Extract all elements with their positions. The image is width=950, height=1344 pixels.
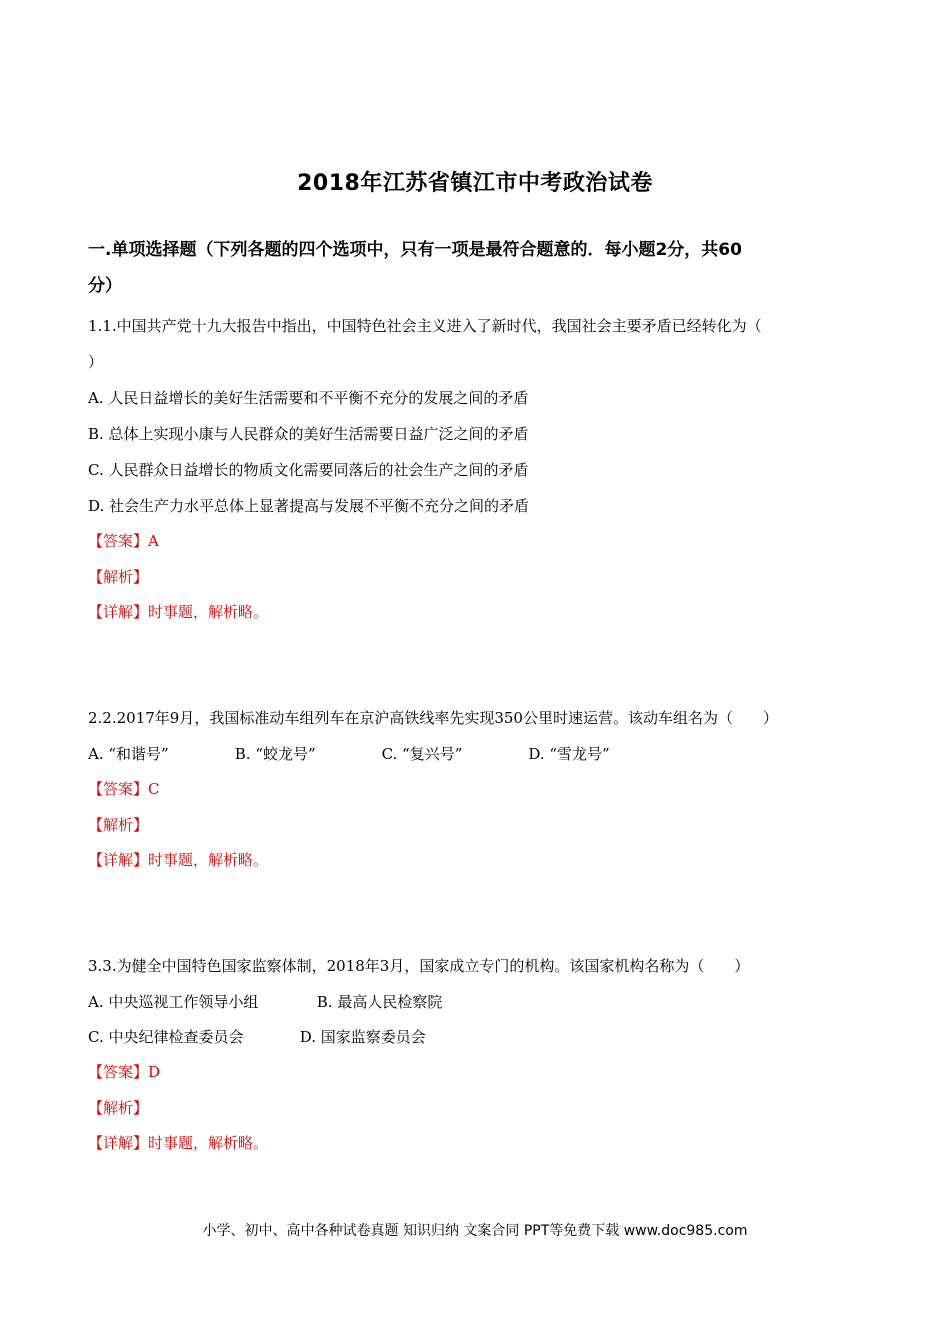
q1-analysis: 【解析】 — [88, 568, 149, 586]
q1-stem-line1: 1.1.中国共产党十九大报告中指出，中国特色社会主义进入了新时代，我国社会主要矛盾已经转化为（ — [88, 317, 762, 335]
q3-analysis: 【解析】 — [88, 1099, 149, 1117]
q1-option-b: B. 总体上实现小康与人民群众的美好生活需要日益广泛之间的矛盾 — [88, 425, 529, 443]
q1-stem-line2: ） — [88, 353, 104, 371]
section-heading-line1: 一.单项选择题（下列各题的四个选项中，只有一项是最符合题意的．每小题2分，共60 — [88, 240, 742, 260]
q2-detail: 【详解】时事题，解析略。 — [88, 851, 269, 869]
q2-options — [88, 744, 610, 764]
q3-answer: 【答案】D — [88, 1063, 161, 1081]
q2-option-c: C. “复兴号” — [381, 745, 463, 763]
q3-stem: 3.3.为健全中国特色国家监察体制，2018年3月，国家成立专门的机构。该国家机构名称为（ ） — [88, 957, 750, 975]
section-heading-line2: 分） — [88, 276, 122, 296]
q3-option-d: D. 国家监察委员会 — [299, 1028, 426, 1046]
q3-option-b: B. 最高人民检察院 — [316, 993, 443, 1011]
q1-option-c: C. 人民群众日益增长的物质文化需要同落后的社会生产之间的矛盾 — [88, 461, 529, 479]
q3-options-row2 — [88, 1027, 426, 1047]
page-title: 2018年江苏省镇江市中考政治试卷 — [297, 171, 653, 196]
q3-option-c: C. 中央纪律检查委员会 — [88, 1028, 244, 1046]
q3-options-row1 — [88, 992, 442, 1012]
q2-answer: 【答案】C — [88, 780, 160, 798]
q3-detail: 【详解】时事题，解析略。 — [88, 1134, 269, 1152]
q2-analysis: 【解析】 — [88, 816, 149, 834]
q1-answer: 【答案】A — [88, 532, 159, 550]
q2-option-d: D. “雪龙号” — [528, 745, 610, 763]
q1-detail: 【详解】时事题，解析略。 — [88, 603, 269, 621]
q2-option-a: A. “和谐号” — [88, 745, 169, 763]
q1-option-d: D. 社会生产力水平总体上显著提高与发展不平衡不充分之间的矛盾 — [88, 497, 530, 515]
q3-option-a: A. 中央巡视工作领导小组 — [88, 993, 259, 1011]
q2-stem: 2.2.2017年9月，我国标准动车组列车在京沪高铁线率先实现350公里时速运营。该动车组名为（ ） — [88, 709, 778, 727]
q2-option-b: B. “蛟龙号” — [234, 745, 316, 763]
section-heading — [88, 232, 848, 304]
footer-text: 小学、初中、高中各种试卷真题 知识归纳 文案合同 PPT等免费下载 www.doc985.com — [202, 1223, 748, 1239]
q1-option-a: A. 人民日益增长的美好生活需要和不平衡不充分的发展之间的矛盾 — [88, 389, 529, 407]
